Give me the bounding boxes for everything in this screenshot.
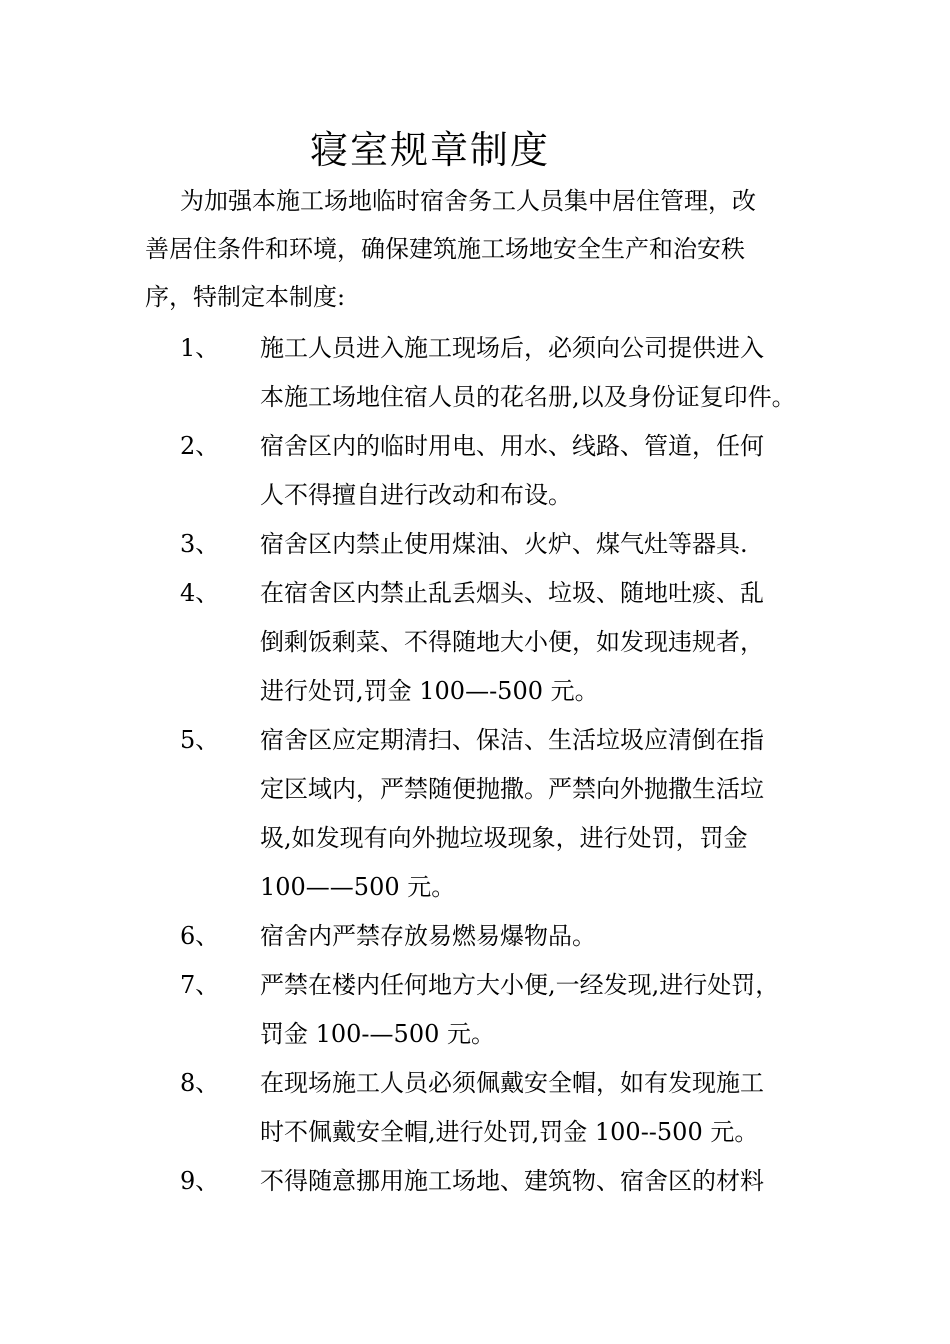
rule-text — [260, 569, 840, 716]
rule-item — [180, 422, 840, 520]
rule-text — [260, 1059, 840, 1157]
rule-text — [260, 324, 840, 422]
rule-line: 在宿舍区内禁止乱丢烟头、垃圾、随地吐痰、乱 — [260, 579, 764, 607]
rule-line: 在现场施工人员必须佩戴安全帽，如有发现施工 — [260, 1069, 764, 1097]
intro-line: 为加强本施工场地临时宿舍务工人员集中居住管理，改 — [180, 187, 756, 215]
rule-item — [180, 324, 840, 422]
rule-number: 6、 — [180, 922, 220, 950]
rule-number: 5、 — [180, 726, 220, 754]
rule-text — [260, 912, 840, 961]
rule-line: 倒剩饭剩菜、不得随地大小便，如发现违规者， — [260, 628, 764, 656]
rule-item — [180, 569, 840, 716]
rule-line: 宿舍内严禁存放易燃易爆物品。 — [260, 922, 596, 950]
rule-text — [260, 716, 840, 912]
rule-line: 施工人员进入施工现场后，必须向公司提供进入 — [260, 334, 764, 362]
intro-line: 序，特制定本制度: — [145, 283, 346, 311]
rule-text — [260, 422, 840, 520]
document-title: 寝室规章制度 — [310, 128, 551, 172]
rule-number: 4、 — [180, 579, 220, 607]
rule-number: 9、 — [180, 1167, 220, 1195]
rule-item — [180, 912, 840, 961]
rule-number: 8、 — [180, 1069, 220, 1097]
rule-line: 人不得擅自进行改动和布设。 — [260, 481, 572, 509]
rule-number: 7、 — [180, 971, 220, 999]
rule-number: 3、 — [180, 530, 220, 558]
rule-line: 定区域内，严禁随便抛撒。严禁向外抛撒生活垃 — [260, 775, 764, 803]
rule-line: 不得随意挪用施工场地、建筑物、宿舍区的材料 — [260, 1167, 764, 1195]
rule-item — [180, 716, 840, 912]
rule-line: 进行处罚,罚金 100—-500 元。 — [260, 677, 599, 705]
rule-item — [180, 1059, 840, 1157]
rule-number: 1、 — [180, 334, 220, 362]
rule-line: 圾,如发现有向外抛垃圾现象，进行处罚，罚金 — [260, 824, 748, 852]
rule-line: 宿舍区内禁止使用煤油、火炉、煤气灶等器具. — [260, 530, 748, 558]
rule-item — [180, 961, 840, 1059]
rule-line: 100——500 元。 — [260, 873, 456, 901]
rule-line: 宿舍区应定期清扫、保洁、生活垃圾应清倒在指 — [260, 726, 764, 754]
rule-item — [180, 1157, 840, 1206]
rules-list — [180, 324, 840, 1206]
rule-line: 时不佩戴安全帽,进行处罚,罚金 100--500 元。 — [260, 1118, 759, 1146]
rule-item — [180, 520, 840, 569]
intro-line: 善居住条件和环境，确保建筑施工场地安全生产和治安秩 — [145, 235, 745, 263]
rule-line: 严禁在楼内任何地方大小便,一经发现,进行处罚， — [260, 971, 780, 999]
rule-text — [260, 520, 840, 569]
rule-line: 本施工场地住宿人员的花名册,以及身份证复印件。 — [260, 383, 796, 411]
intro-paragraph — [145, 177, 810, 321]
rule-line: 罚金 100-—500 元。 — [260, 1020, 495, 1048]
rule-line: 宿舍区内的临时用电、用水、线路、管道，任何 — [260, 432, 764, 460]
rule-text — [260, 1157, 840, 1206]
rule-number: 2、 — [180, 432, 220, 460]
rule-text — [260, 961, 840, 1059]
